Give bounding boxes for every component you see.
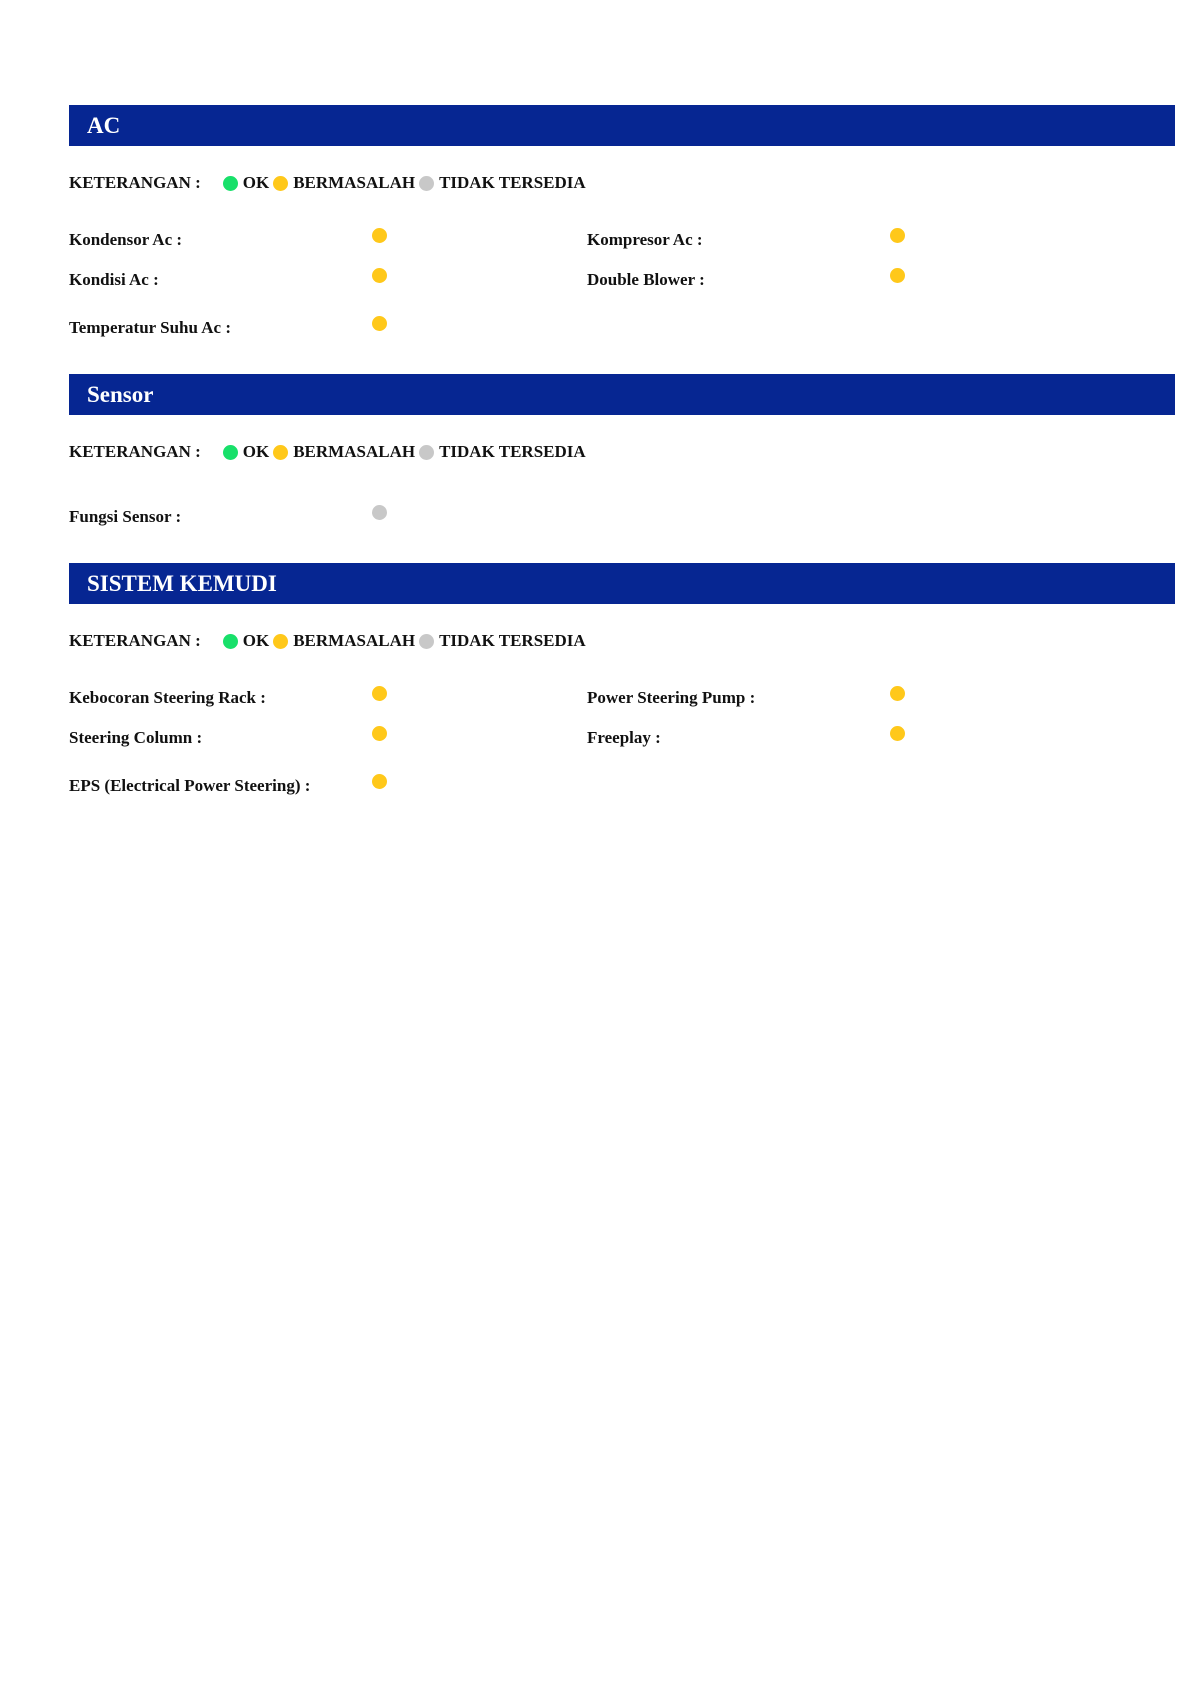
legend-ok-label: OK [242, 173, 270, 192]
bermasalah-dot-icon [273, 176, 288, 191]
status-dot-icon [372, 316, 387, 331]
legend-ok [223, 442, 269, 462]
legend-bermasalah-label: BERMASALAH [293, 631, 416, 650]
legend-bermasalah-label: BERMASALAH [293, 173, 416, 192]
ok-dot-icon [223, 634, 238, 649]
tidak-tersedia-dot-icon [419, 634, 434, 649]
item-label-kebocoran-steering-rack: Kebocoran Steering Rack : [69, 688, 266, 707]
legend-title: KETERANGAN : [69, 442, 201, 461]
tidak-tersedia-dot-icon [419, 445, 434, 460]
legend-bermasalah-label: BERMASALAH [293, 442, 416, 461]
tidak-tersedia-dot-icon [419, 176, 434, 191]
legend-tidak-tersedia [419, 442, 586, 462]
legend-ok [223, 631, 269, 651]
section-title: SISTEM KEMUDI [69, 563, 1175, 604]
status-dot-icon [890, 726, 905, 741]
item-label-kondensor-ac: Kondensor Ac : [69, 230, 183, 249]
status-dot-icon [372, 686, 387, 701]
item-label-eps: EPS (Electrical Power Steering) : [69, 776, 311, 795]
legend-ok-label: OK [242, 442, 270, 461]
status-dot-icon [372, 228, 387, 243]
legend-title: KETERANGAN : [69, 173, 201, 192]
item-label-kompresor-ac: Kompresor Ac : [587, 230, 703, 249]
bermasalah-dot-icon [273, 445, 288, 460]
legend-tidak-tersedia [419, 173, 586, 193]
bermasalah-dot-icon [273, 634, 288, 649]
item-label-power-steering-pump: Power Steering Pump : [587, 688, 756, 707]
ok-dot-icon [223, 176, 238, 191]
legend-tidak-tersedia-label: TIDAK TERSEDIA [439, 173, 586, 192]
legend-tidak-tersedia-label: TIDAK TERSEDIA [439, 442, 586, 461]
legend-tidak-tersedia [419, 631, 586, 651]
status-dot-icon [372, 726, 387, 741]
item-label-freeplay: Freeplay : [587, 728, 661, 747]
item-label-kondisi-ac: Kondisi Ac : [69, 270, 159, 289]
ok-dot-icon [223, 445, 238, 460]
status-dot-icon [890, 686, 905, 701]
legend-bermasalah [273, 442, 415, 462]
legend-title: KETERANGAN : [69, 631, 201, 650]
item-label-steering-column: Steering Column : [69, 728, 203, 747]
legend-tidak-tersedia-label: TIDAK TERSEDIA [439, 631, 586, 650]
item-label-fungsi-sensor: Fungsi Sensor : [69, 507, 182, 526]
legend-bermasalah [273, 631, 415, 651]
section-title: AC [69, 105, 1175, 146]
legend-bermasalah [273, 173, 415, 193]
item-label-double-blower: Double Blower : [587, 270, 705, 289]
item-label-temperatur-suhu-ac: Temperatur Suhu Ac : [69, 318, 231, 337]
legend [69, 441, 590, 463]
status-dot-icon [372, 268, 387, 283]
legend [69, 630, 590, 652]
status-dot-icon [890, 268, 905, 283]
legend [69, 172, 590, 194]
status-dot-icon [890, 228, 905, 243]
legend-ok [223, 173, 269, 193]
status-dot-icon [372, 505, 387, 520]
legend-ok-label: OK [242, 631, 270, 650]
section-title: Sensor [69, 374, 1175, 415]
status-dot-icon [372, 774, 387, 789]
